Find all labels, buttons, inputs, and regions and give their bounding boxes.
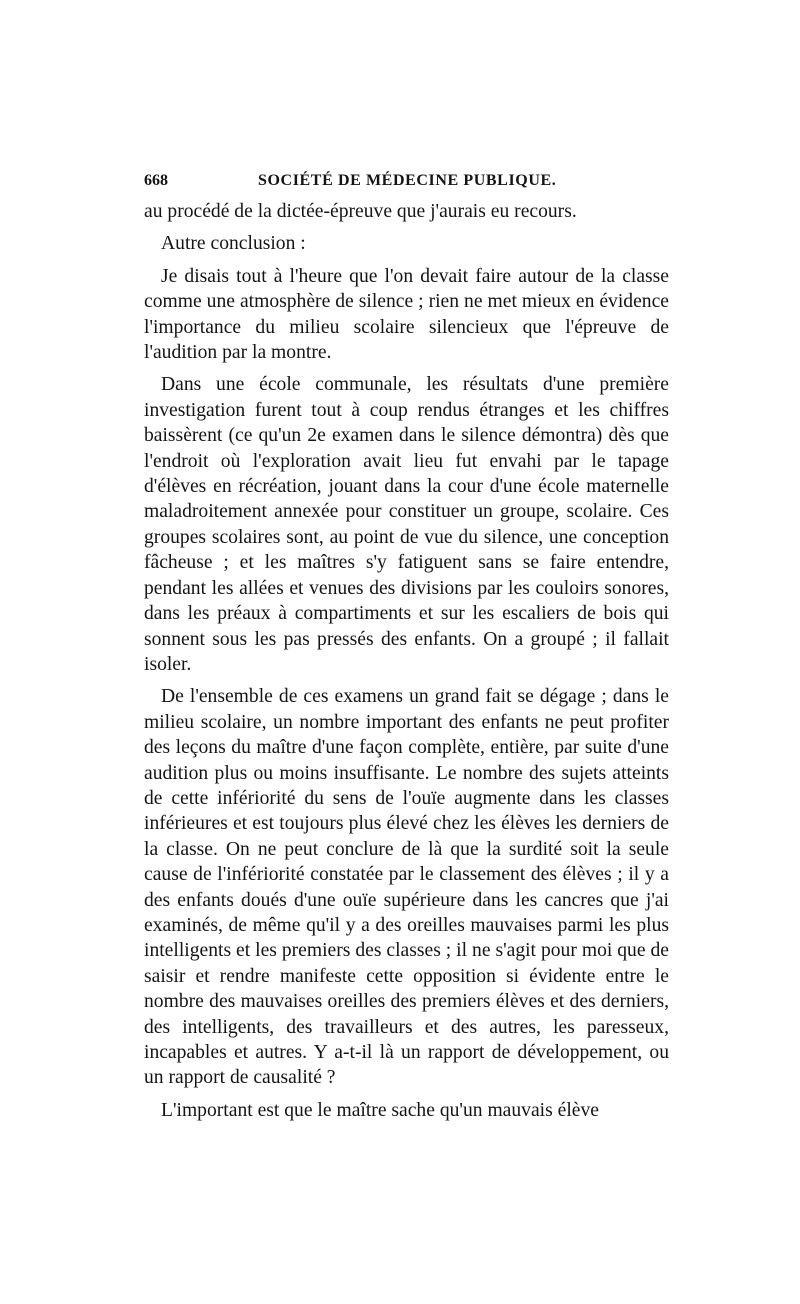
paragraph: Je disais tout à l'heure que l'on devait faire autour de la classe comme une atmosphère de silence ; rien ne met mieux en évidence l'importance du milieu scolaire silencieux que l'épreuve de l'audition par la montre. <box>144 265 669 364</box>
paragraph: Dans une école communale, les résultats d'une première investigation furent tout à coup rendus étranges et les chiffres baissèrent (ce qu'un 2e examen dans le silence démontra) dès que l'endroit où l'exploration avait lieu fut envahi par le tapage d'élèves en récréation, jouant dans la cour d'une école maternelle maladroitement annexée pour constituer un groupe, scolaire. Ces groupes scolaires sont, au point de vue du silence, une conception fâcheuse ; et les maîtres s'y fatiguent sans se faire entendre, pendant les allées et venues des divisions par les couloirs sonores, dans les préaux à compartiments et sur les escaliers de bois qui sonnent sous les pas pressés des enfants. On a groupé ; il fallait isoler. <box>144 374 669 675</box>
page-header <box>144 172 674 198</box>
running-title: SOCIÉTÉ DE MÉDECINE PUBLIQUE. <box>258 172 557 189</box>
body-text <box>144 199 669 1130</box>
page-number: 668 <box>144 172 168 189</box>
paragraph-continued: au procédé de la dictée-épreuve que j'aurais eu recours. <box>144 201 577 222</box>
paragraph-conclusion-heading: Autre conclusion : <box>161 233 306 255</box>
paragraph: L'important est que le maître sache qu'un mauvais élève <box>161 1099 599 1121</box>
paragraph: De l'ensemble de ces examens un grand fait se dégage ; dans le milieu scolaire, un nombre important des enfants ne peut profiter des leçons du maître d'une façon complète, entière, par suite d'une audition plus ou moins insuffisante. Le nombre des sujets atteints de cette infériorité du sens de l'ouïe augmente dans les classes inférieures et est toujours plus élevé chez les élèves les derniers de la classe. On ne peut conclure de là que la surdité soit la seule cause de l'infériorité constatée par le classement des élèves ; il y a des enfants doués d'une ouïe supérieure dans les cancres que j'ai examinés, de même qu'il y a des oreilles mauvaises parmi les plus intelligents et les premiers des classes ; il ne s'agit pour moi que de saisir et rendre manifeste cette opposition si évidente entre le nombre des mauvaises oreilles des premiers élèves et des derniers, des intelligents, des travailleurs et des autres, les paresseux, incapables et autres. Y a-t-il là un rapport de développement, ou un rapport de causalité ? <box>144 686 669 1089</box>
